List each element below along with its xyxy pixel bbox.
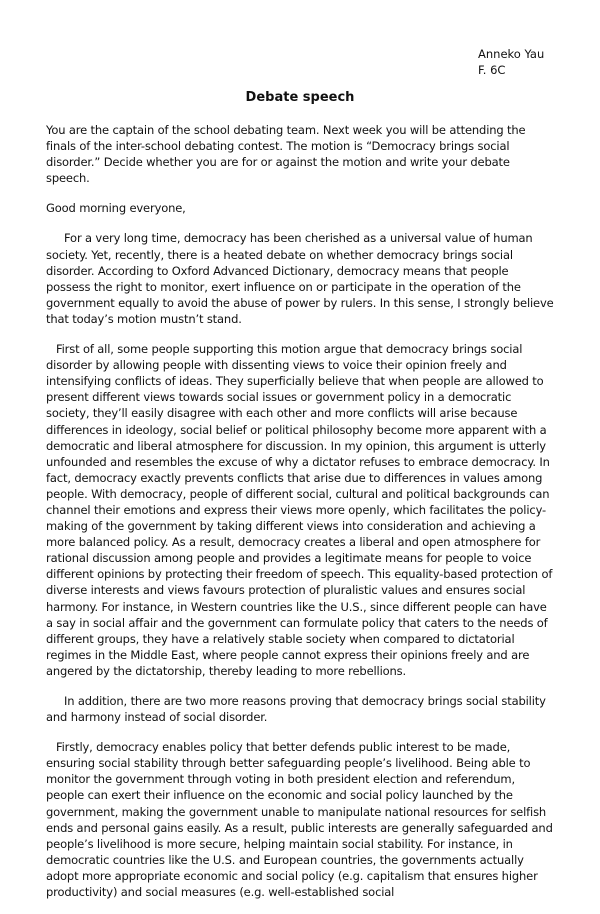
addition-paragraph: In addition, there are two more reasons proving that democracy brings social stability and harmony instead of social disorder. (46, 694, 546, 725)
intro-paragraph: For a very long time, democracy has been cherished as a universal value of human society. Yet, recently, there is a heated debate on whether democracy brings social disorder. According to Oxford Advanced Dictionary, democracy means that people possess the right to monitor, exert influence on or participate in the operation of the government equally to avoid the abuse of power by rulers. In this sense, I strongly believe that today’s motion mustn’t stand. (46, 231, 554, 326)
document-body (46, 122, 556, 914)
document-title: Debate speech (245, 90, 355, 105)
author-block (478, 46, 544, 78)
author-class: F. 6C (478, 63, 506, 77)
greeting: Good morning everyone, (46, 201, 186, 216)
first-argument-paragraph: First of all, some people supporting this motion argue that democracy brings social disorder by allowing people with dissenting views to voice their opinion freely and intensifying conflicts of ideas. They superficially believe that when people are allowed to present different views towards social issues or government policy in a democratic society, they’ll easily disagree with each other and more conflicts will arise because differences in ideology, social belief or political philosophy become more apparent with a democratic and liberal atmosphere for discussion. In my opinion, this argument is utterly unfounded and resembles the excuse of why a dictator refuses to embrace democracy. In fact, democracy exactly prevents conflicts that arise due to differences in values among people. With democracy, people of different social, cultural and political backgrounds can channel their emotions and express their views more openly, which facilitates the policy-making of the government by taking different views into consideration and achieving a more balanced policy. As a result, democracy creates a liberal and open atmosphere for rational discussion among people and provides a legitimate means for people to voice different opinions by protecting their freedom of speech. This equality-based protection of diverse interests and views favours protection of pluralistic values and ensures social harmony. For instance, in Western countries like the U.S., since different people can have a say in social affair and the government can formulate policy that caters to the needs of different groups, they have a relatively stable society when compared to dictatorial regimes in the Middle East, where people cannot express their opinions freely and are angered by the dictatorship, thereby leading to more rebellions. (46, 342, 553, 678)
firstly-paragraph: Firstly, democracy enables policy that better defends public interest to be made, ensuring social stability through better safeguarding people’s livelihood. Being able to monitor the government through voting in both president election and referendum, people can exert their influence on the economic and social policy launched by the government, making the government unable to manipulate national resources for selfish ends and personal gains easily. As a result, public interests are generally safeguarded and people’s livelihood is more secure, helping maintain social stability. For instance, in democratic countries like the U.S. and European countries, the governments actually adopt more appropriate economic and social policy (e.g. capitalism that ensures higher productivity) and social measures (e.g. well-established social (46, 740, 553, 900)
prompt-paragraph: You are the captain of the school debating team. Next week you will be attending the finals of the inter-school debating contest. The motion is “Democracy brings social disorder.” Decide whether you are for or against the motion and write your debate speech. (46, 123, 526, 186)
author-name: Anneko Yau (478, 47, 545, 61)
